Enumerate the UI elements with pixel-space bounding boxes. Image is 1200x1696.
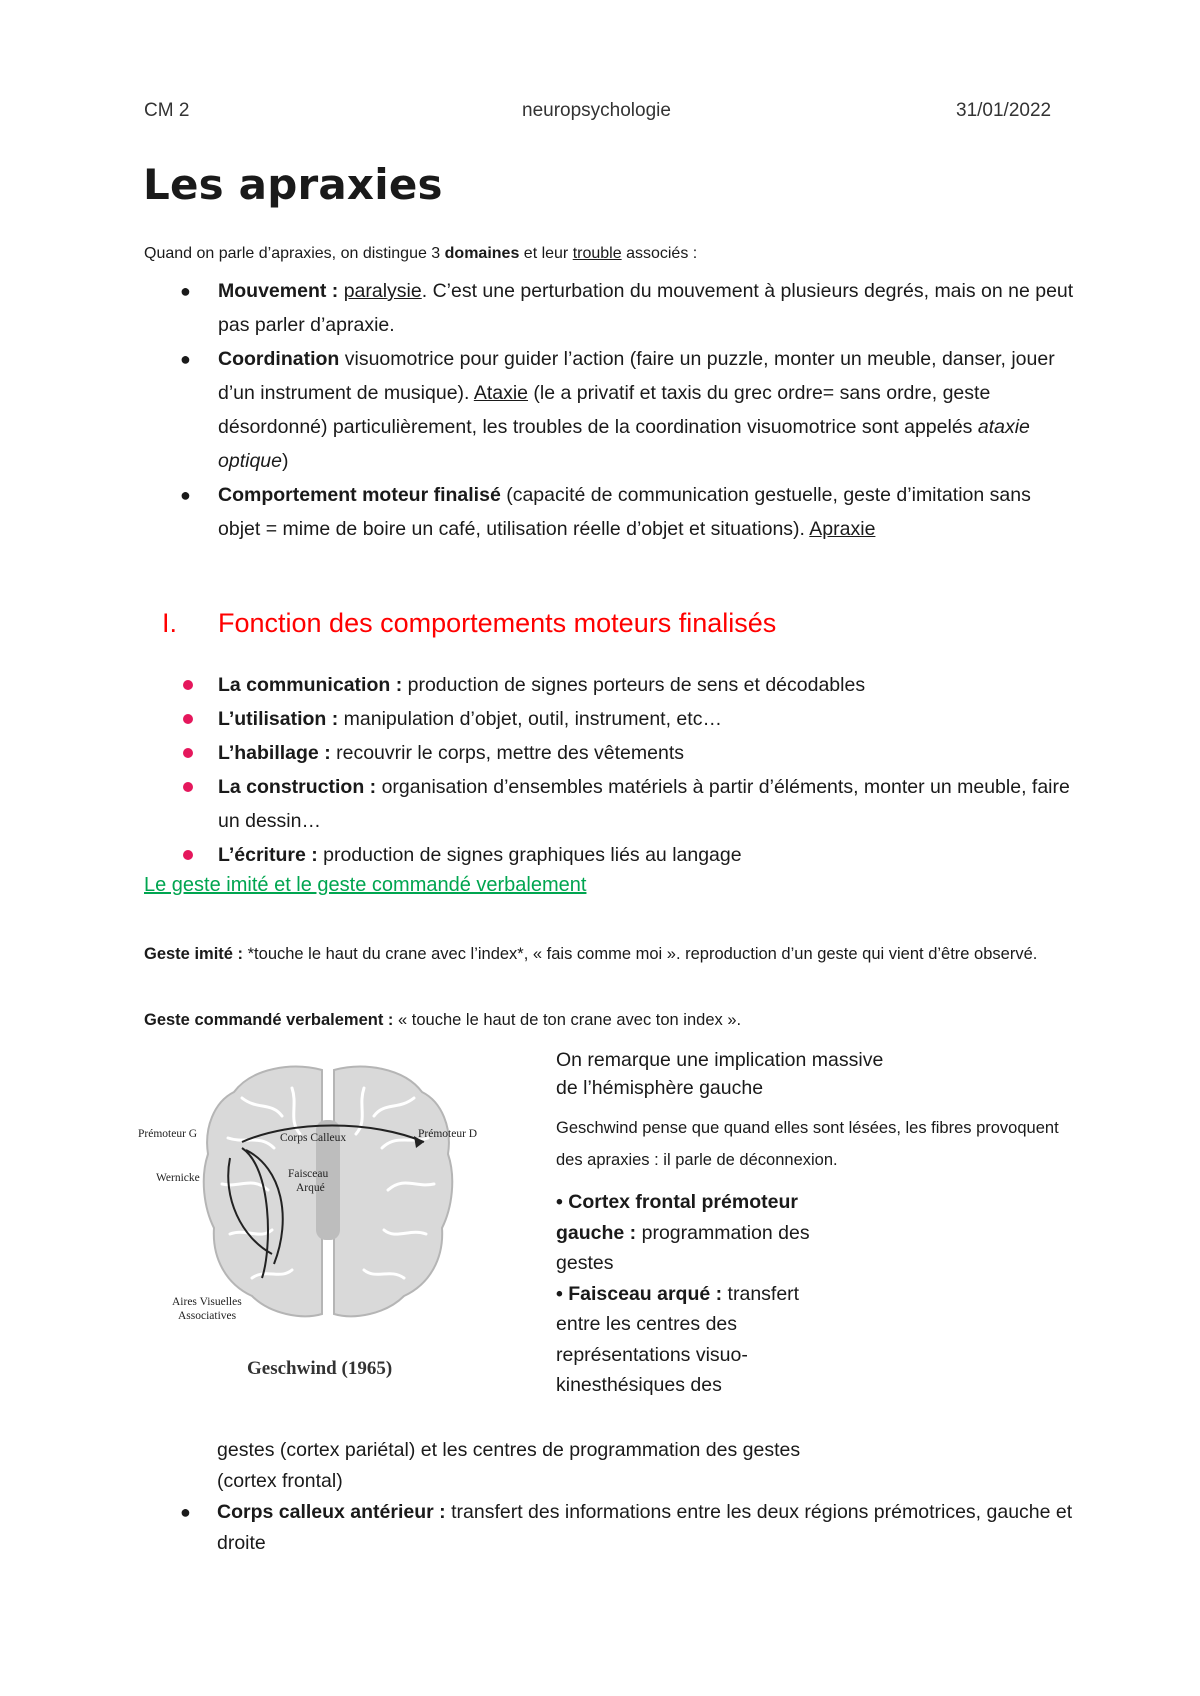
item-text: « touche le haut de ton crane avec ton index ». [393, 1011, 742, 1029]
bullet-icon: ● [180, 485, 191, 505]
bullet-icon: ● [180, 1502, 191, 1522]
item-term: Geste imité : [144, 945, 244, 963]
domain-list [144, 274, 1074, 546]
bullet-icon: ● [180, 281, 191, 301]
item-term: L’habillage : [218, 742, 331, 764]
item-text: organisation d’ensembles matériels à partir d’éléments, monter un meuble, faire un dessin… [218, 776, 1070, 832]
list-item [144, 838, 1074, 872]
section-heading [162, 608, 776, 639]
intro-underline: trouble [572, 245, 622, 262]
item-term: • Faisceau arqué : [556, 1282, 723, 1305]
side-list [556, 1187, 836, 1401]
header-subject: neuropsychologie [522, 100, 671, 121]
bullet-icon [183, 850, 193, 860]
label-wernicke: Wernicke [156, 1172, 200, 1184]
brain-diagram [138, 1058, 512, 1400]
geste-commande-paragraph [144, 1004, 1074, 1036]
label-premoteur-g: Prémoteur G [138, 1128, 198, 1140]
list-item [556, 1187, 836, 1279]
item-text: . C’est une perturbation du mouvement à plusieurs degrés, mais on ne peut pas parler d’apraxie. [218, 280, 1074, 336]
item-text: recouvrir le corps, mettre des vêtements [330, 742, 684, 764]
side-paragraph: Geschwind pense que quand elles sont lésées, les fibres provoquent des apraxies : il parle de déconnexion. [556, 1119, 1059, 1169]
label-aires-visuelles: Aires Visuelles [172, 1296, 242, 1308]
list-item [556, 1279, 836, 1401]
item-text: (capacité de communication gestuelle, geste d’imitation sans objet = mime de boire un café, utilisation réelle d’objet et situations). [218, 484, 1031, 540]
item-text: ) [281, 450, 289, 472]
list-item [144, 736, 1074, 770]
section-title: Fonction des comportements moteurs finalisés [218, 608, 777, 638]
item-text: production de signes porteurs de sens et décodables [402, 674, 866, 696]
item-text: visuomotrice pour guider l’action (faire un puzzle, monter un meuble, danser, jouer d’un instrument de musique). [218, 348, 1055, 404]
list-item [144, 702, 1074, 736]
header-course: CM 2 [144, 100, 190, 121]
list-item [144, 342, 1074, 478]
item-text: *touche le haut du crane avec l’index*, « fais comme moi ». reproduction d’un geste qui vient d’être observé. [243, 945, 1038, 963]
item-italic: ataxie optique [218, 416, 1030, 472]
bullet-icon [183, 714, 193, 724]
bullet-icon [183, 680, 193, 690]
item-term: L’utilisation : [218, 708, 339, 730]
label-corps-calleux: Corps Calleux [280, 1132, 347, 1144]
item-term: • Cortex frontal prémoteur gauche : [556, 1191, 798, 1244]
bullet-icon [183, 748, 193, 758]
list-item [144, 770, 1074, 838]
intro-text: Quand on parle d’apraxies, on distingue 3 [144, 245, 445, 262]
page-title: Les apraxies [143, 160, 443, 209]
item-text: transfert des informations entre les deux régions prémotrices, gauche et droite [217, 1501, 1073, 1554]
item-text: (le a privatif et taxis du grec ordre= sans ordre, geste désordonné) particulièrement, les troubles de la coordination visuomotrice sont appelés [218, 382, 991, 438]
item-text: manipulation d’objet, outil, instrument, etc… [338, 708, 722, 730]
item-underline: Apraxie [809, 518, 876, 540]
label-arque: Arqué [296, 1182, 325, 1194]
bullet-icon [183, 782, 193, 792]
label-premoteur-d: Prémoteur D [418, 1128, 478, 1140]
item-text: programmation des gestes [556, 1221, 810, 1274]
list-item [144, 274, 1074, 342]
item-underline: Ataxie [473, 382, 529, 404]
item-underline: paralysie [343, 280, 422, 302]
header-date: 31/01/2022 [956, 100, 1052, 121]
item-text: transfert entre les centres des représentations visuo-kinesthésiques des [556, 1282, 800, 1396]
intro-text: associés : [621, 245, 698, 262]
label-faisceau: Faisceau [288, 1168, 329, 1180]
item-term: Geste commandé verbalement : [144, 1011, 394, 1029]
side-heading: On remarque une implication massive de l’hémisphère gauche [556, 1049, 884, 1099]
list-item [144, 668, 1074, 702]
item-text: production de signes graphiques liés au langage [317, 844, 742, 866]
item-term: Mouvement : [218, 280, 339, 302]
item-term: La construction : [218, 776, 377, 798]
item-term: Corps calleux antérieur : [217, 1501, 446, 1523]
intro-line [144, 245, 697, 263]
item-term: L’écriture : [218, 844, 318, 866]
label-associatives: Associatives [178, 1310, 237, 1322]
figure-caption: Geschwind (1965) [247, 1358, 393, 1379]
subheading: Le geste imité et le geste commandé verbalement [144, 874, 587, 896]
continuation-text: gestes (cortex pariétal) et les centres de programmation des gestes (cortex frontal) [217, 1439, 801, 1492]
section-number: I. [162, 608, 178, 638]
item-term: Coordination [218, 348, 340, 370]
bullet-icon: ● [180, 349, 191, 369]
geste-imite-paragraph [144, 938, 1074, 970]
list-item [144, 1497, 1074, 1559]
list-item [144, 478, 1074, 546]
function-list [144, 668, 1074, 872]
last-list [144, 1497, 1074, 1559]
intro-bold: domaines [444, 245, 520, 262]
item-term: Comportement moteur finalisé [218, 484, 501, 506]
item-term: La communication : [218, 674, 403, 696]
intro-text: et leur [519, 245, 573, 262]
